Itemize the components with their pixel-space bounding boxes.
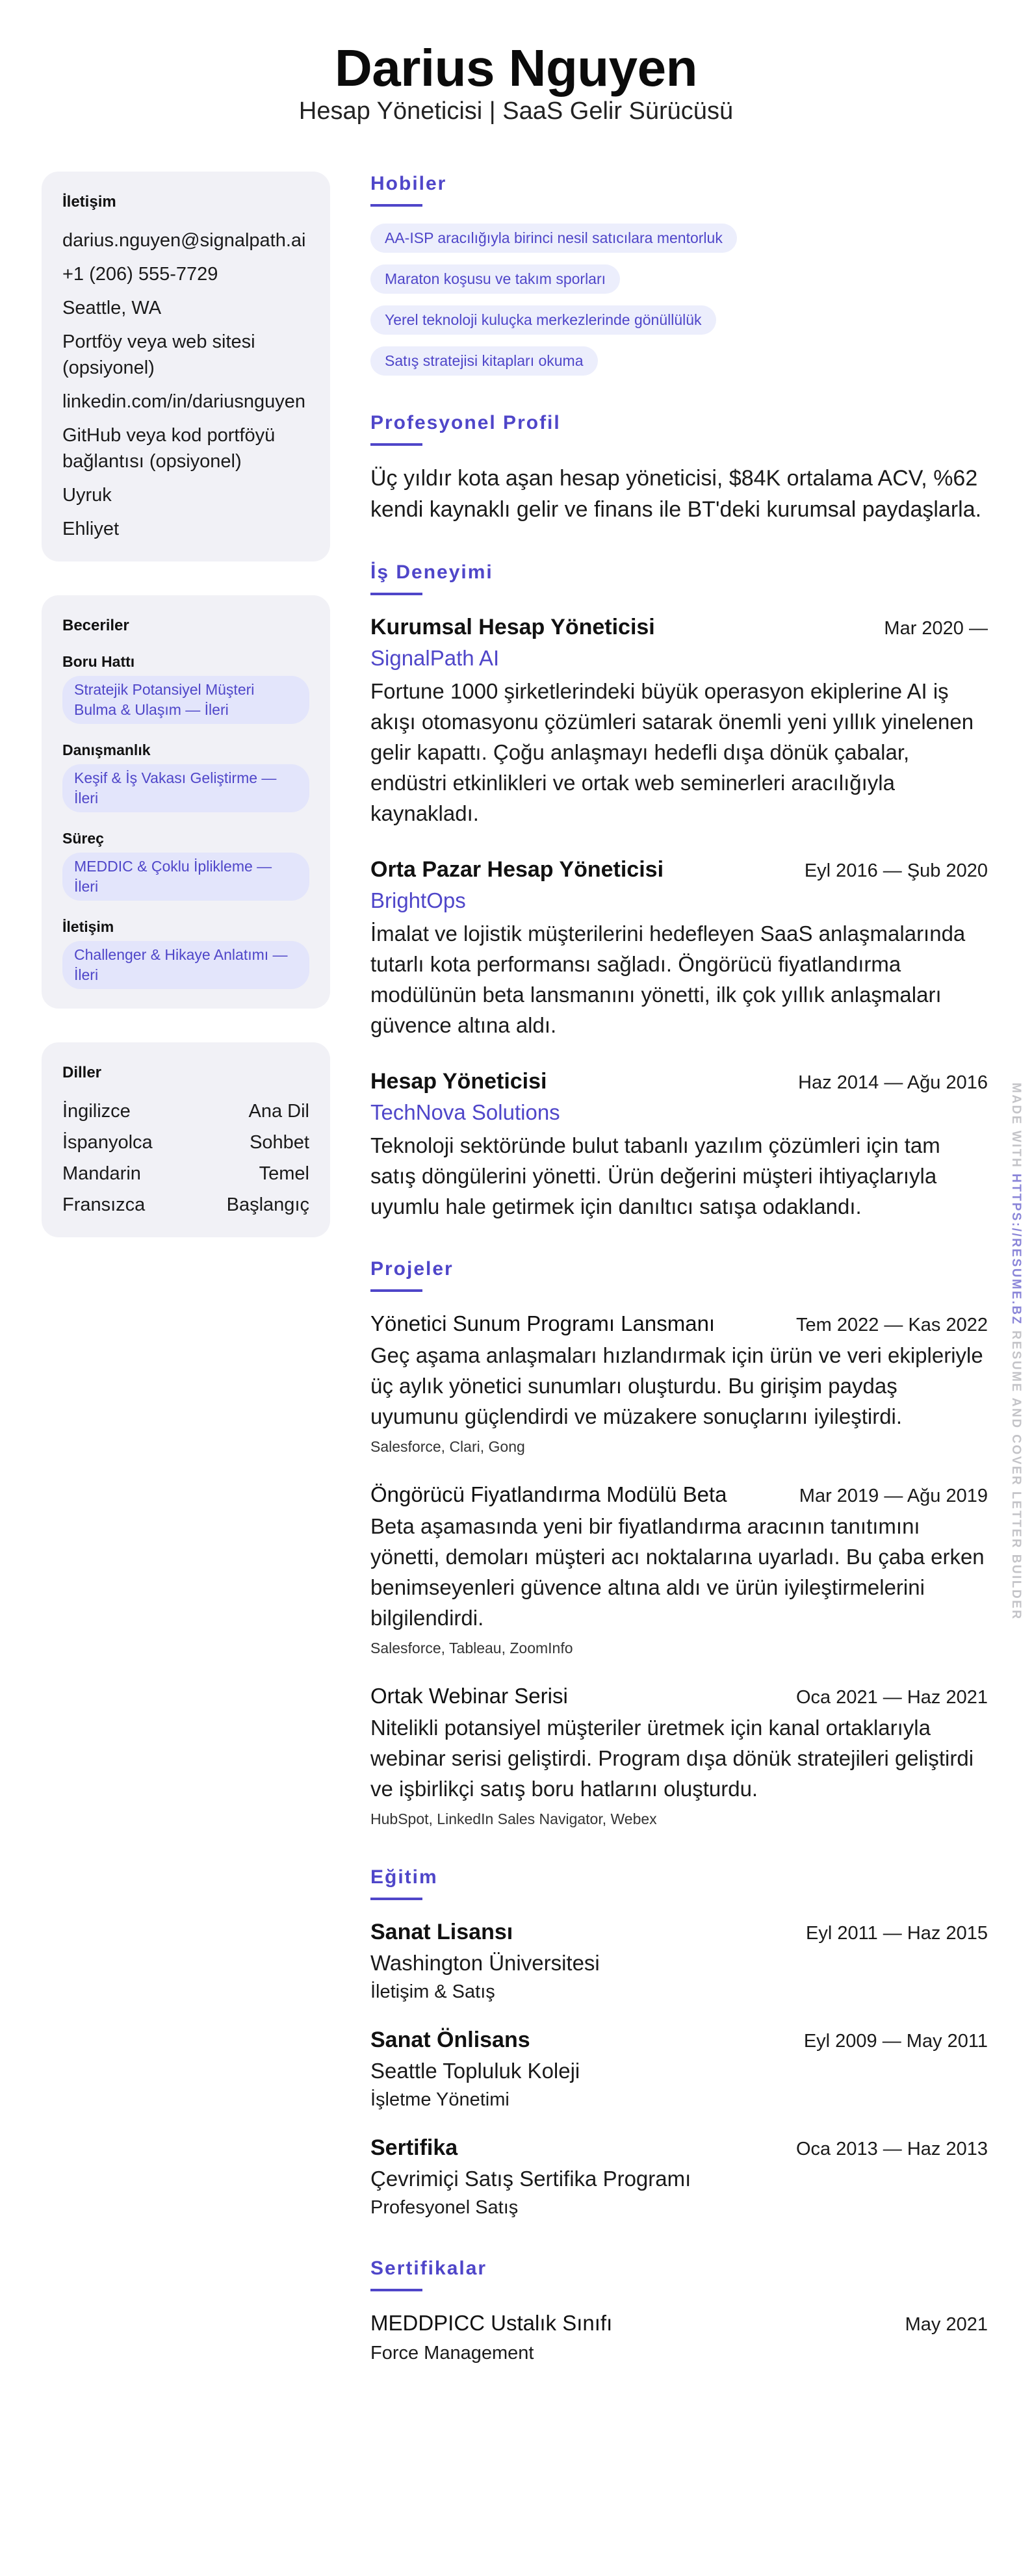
- experience-heading: İş Deneyimi: [370, 561, 493, 583]
- project-dates: Mar 2019 — Ağu 2019: [799, 1486, 988, 1506]
- language-level: Sohbet: [250, 1132, 309, 1153]
- profile-section: [370, 409, 988, 525]
- experience-section: [370, 559, 988, 1222]
- section-divider: [370, 2289, 422, 2291]
- language-level: Temel: [259, 1163, 309, 1184]
- certification-date: May 2021: [905, 2314, 988, 2335]
- skill-pill: MEDDIC & Çoklu İplikleme — İleri: [62, 853, 309, 901]
- sidebar: [42, 172, 330, 1271]
- project-entry: [370, 1309, 988, 1458]
- language-row: [62, 1129, 309, 1155]
- project-dates: Oca 2021 — Haz 2021: [795, 1687, 988, 1708]
- watermark-prefix: MADE WITH: [1009, 1083, 1023, 1169]
- contact-github: GitHub veya kod portföyü bağlantısı (opsiyonel): [62, 425, 276, 472]
- skill-category: Boru Hattı: [62, 653, 135, 670]
- company-name: TechNova Solutions: [370, 1100, 560, 1124]
- section-divider: [370, 443, 422, 446]
- contact-card: [42, 172, 330, 561]
- contact-license: Ehliyet: [62, 519, 120, 539]
- project-name: Öngörücü Fiyatlandırma Modülü Beta: [370, 1482, 727, 1506]
- skills-title: Beceriler: [62, 617, 129, 634]
- profile-heading: Profesyonel Profil: [370, 412, 561, 433]
- project-tools: HubSpot, LinkedIn Sales Navigator, Webex: [370, 1810, 657, 1827]
- project-tools: Salesforce, Tableau, ZoomInfo: [370, 1640, 573, 1656]
- job-dates: Mar 2020 —: [884, 618, 988, 639]
- education-dates: Eyl 2009 — May 2011: [803, 2031, 988, 2052]
- projects-section: [370, 1256, 988, 1830]
- hobby-pill: AA-ISP aracılığıyla birinci nesil satıcılara mentorluk: [370, 224, 737, 253]
- certification-issuer: Force Management: [370, 2343, 534, 2363]
- study-field: İletişim & Satış: [370, 1981, 495, 2002]
- degree-name: Sertifika: [370, 2135, 458, 2160]
- job-title: Kurumsal Hesap Yöneticisi: [370, 615, 655, 639]
- experience-entry: [370, 1066, 988, 1222]
- education-entry: [370, 2025, 988, 2113]
- skill-group: [62, 651, 309, 724]
- project-description: Nitelikli potansiyel müşteriler üretmek için kanal ortaklarıyla webinar serisi geliştirdi. Program dışa dönük stratejileri geliştirdi ve işbirlikçi satış boru hatlarını oluşturdu.: [370, 1716, 974, 1801]
- certifications-section: [370, 2255, 988, 2367]
- project-dates: Tem 2022 — Kas 2022: [795, 1315, 988, 1335]
- section-divider: [370, 204, 422, 207]
- language-name: Fransızca: [62, 1194, 146, 1215]
- degree-name: Sanat Lisansı: [370, 1920, 513, 1944]
- skill-group: [62, 828, 309, 901]
- school-name: Çevrimiçi Satış Sertifika Programı: [370, 2167, 691, 2191]
- language-row: [62, 1192, 309, 1218]
- project-description: Geç aşama anlaşmaları hızlandırmak için ürün ve veri ekipleriyle üç aylık yönetici sunumları oluşturdu. Bu girişim paydaş uyumunu güçlendirdi ve müzakere sonuçlarını iyileştirdi.: [370, 1343, 983, 1428]
- certifications-heading: Sertifikalar: [370, 2258, 487, 2279]
- school-name: Seattle Topluluk Koleji: [370, 2059, 580, 2083]
- watermark-link[interactable]: HTTPS://RESUME.BZ: [1009, 1174, 1023, 1326]
- job-description: Fortune 1000 şirketlerindeki büyük operasyon ekiplerine AI iş akışı otomasyonu çözümleri satarak önemli yeni yıllık yinelenen gelir kapattı. Çoğu anlaşmayı hedefli dışa dönük çabalar, endüstri etkinlikleri ve ortak web seminerleri aracılığıyla kaynakladı.: [370, 679, 974, 825]
- skill-category: Süreç: [62, 830, 104, 847]
- section-divider: [370, 1289, 422, 1292]
- contact-location: Seattle, WA: [62, 298, 162, 318]
- language-name: Mandarin: [62, 1163, 141, 1184]
- education-entry: [370, 2133, 988, 2221]
- skill-pill: Stratejik Potansiyel Müşteri Bulma & Ulaşım — İleri: [62, 676, 309, 724]
- contact-nationality: Uyruk: [62, 485, 112, 506]
- contact-portfolio: Portföy veya web sitesi (opsiyonel): [62, 331, 255, 378]
- skill-pill: Keşif & İş Vakası Geliştirme — İleri: [62, 764, 309, 812]
- section-divider: [370, 1898, 422, 1900]
- project-name: Yönetici Sunum Programı Lansmanı: [370, 1311, 716, 1335]
- job-dates: Eyl 2016 — Şub 2020: [804, 860, 988, 881]
- job-title: Hesap Yöneticisi: [370, 1069, 547, 1094]
- main-column: [370, 170, 988, 2401]
- contact-linkedin[interactable]: linkedin.com/in/dariusnguyen: [62, 391, 305, 412]
- contact-title: İletişim: [62, 193, 116, 211]
- language-level: Başlangıç: [226, 1194, 309, 1215]
- watermark-suffix: RESUME AND COVER LETTER BUILDER: [1009, 1330, 1023, 1621]
- skill-group: [62, 740, 309, 812]
- education-dates: Eyl 2011 — Haz 2015: [806, 1923, 988, 1944]
- skill-pill: Challenger & Hikaye Anlatımı — İleri: [62, 941, 309, 989]
- projects-heading: Projeler: [370, 1258, 454, 1280]
- project-description: Beta aşamasında yeni bir fiyatlandırma aracının tanıtımını yönetti, demoları müşteri acı noktalarına uyarladı. Bu çaba erken benimseyenleri güvence altına aldı ve ürün iyileştirmelerini bilgilendirdi.: [370, 1514, 985, 1630]
- candidate-name: Darius Nguyen: [334, 39, 698, 97]
- languages-card: [42, 1042, 330, 1237]
- contact-email[interactable]: darius.nguyen@signalpath.ai: [62, 230, 306, 251]
- school-name: Washington Üniversitesi: [370, 1951, 600, 1975]
- hobbies-section: [370, 170, 988, 376]
- skills-card: [42, 595, 330, 1009]
- certification-name: MEDDPICC Ustalık Sınıfı: [370, 2311, 613, 2335]
- language-row: [62, 1098, 309, 1124]
- education-section: [370, 1864, 988, 2221]
- certification-entry: [370, 2308, 988, 2367]
- company-name: SignalPath AI: [370, 646, 500, 670]
- section-divider: [370, 593, 422, 595]
- education-entry: [370, 1917, 988, 2005]
- language-level: Ana Dil: [248, 1101, 309, 1122]
- job-title: Orta Pazar Hesap Yöneticisi: [370, 857, 664, 882]
- education-heading: Eğitim: [370, 1866, 438, 1888]
- experience-entry: [370, 612, 988, 829]
- study-field: İşletme Yönetimi: [370, 2089, 510, 2110]
- hobby-pill: Maraton koşusu ve takım sporları: [370, 264, 620, 294]
- education-dates: Oca 2013 — Haz 2013: [795, 2139, 988, 2159]
- language-row: [62, 1161, 309, 1187]
- candidate-tagline: Hesap Yöneticisi | SaaS Gelir Sürücüsü: [298, 97, 734, 125]
- hobbies-heading: Hobiler: [370, 173, 447, 194]
- hobby-pill: Yerel teknoloji kuluçka merkezlerinde gönüllülük: [370, 305, 716, 335]
- project-tools: Salesforce, Clari, Gong: [370, 1438, 525, 1455]
- project-entry: [370, 1480, 988, 1659]
- skill-group: [62, 916, 309, 989]
- job-description: İmalat ve lojistik müşterilerini hedefleyen SaaS anlaşmalarında tutarlı kota performansı sağladı. Öngörücü fiyatlandırma modülünün beta lansmanını yönetti, ilk çok yıllık anlaşmaları güvence altına aldı.: [370, 921, 966, 1037]
- project-name: Ortak Webinar Serisi: [370, 1684, 568, 1708]
- languages-title: Diller: [62, 1064, 102, 1081]
- contact-phone[interactable]: +1 (206) 555-7729: [62, 264, 218, 285]
- skill-category: Danışmanlık: [62, 741, 151, 758]
- degree-name: Sanat Önlisans: [370, 2028, 530, 2052]
- watermark: [1009, 1083, 1024, 1621]
- project-entry: [370, 1681, 988, 1830]
- job-dates: Haz 2014 — Ağu 2016: [798, 1072, 988, 1093]
- company-name: BrightOps: [370, 888, 466, 912]
- job-description: Teknoloji sektöründe bulut tabanlı yazılım çözümleri için tam satış döngülerini yönetti. Ürün değerini müşteri ihtiyaçlarıyla uyumlu hale getirmek için danıltıcı satışa odaklandı.: [370, 1133, 940, 1218]
- language-name: İngilizce: [62, 1101, 131, 1122]
- skill-category: İletişim: [62, 918, 114, 935]
- profile-summary: Üç yıldır kota aşan hesap yöneticisi, $84K ortalama ACV, %62 kendi kaynaklı gelir ve finans ile BT'deki kurumsal paydaşlarla.: [370, 466, 982, 522]
- experience-entry: [370, 855, 988, 1040]
- study-field: Profesyonel Satış: [370, 2197, 519, 2218]
- hobby-pill: Satış stratejisi kitapları okuma: [370, 346, 598, 376]
- language-name: İspanyolca: [62, 1132, 153, 1153]
